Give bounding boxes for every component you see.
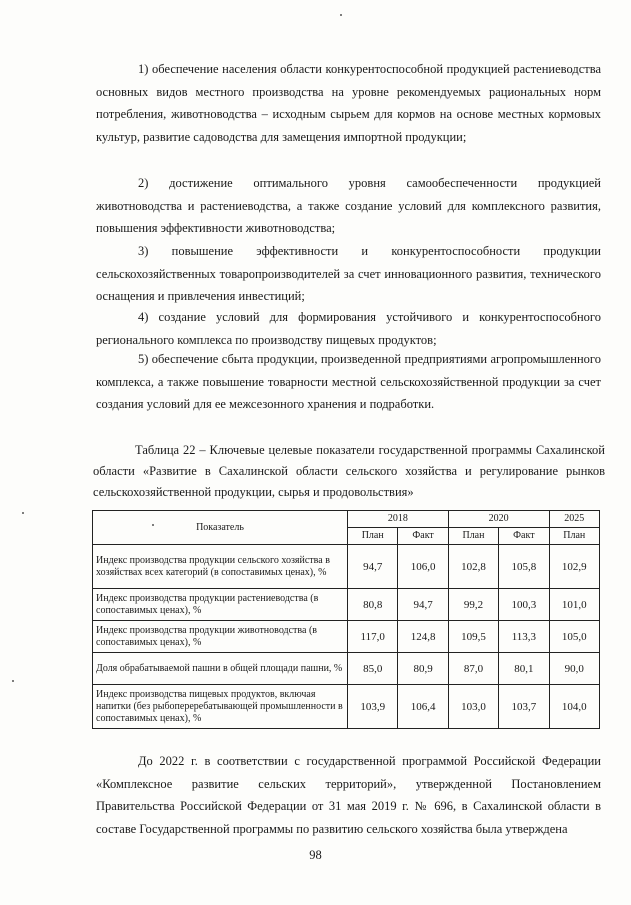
paragraph-goal-3: 3) повышение эффективности и конкурентоспособности продукции сельскохозяйственных товаропроизводителей за счет инновационного развития, технического оснащения и привлечения инвестиций; bbox=[96, 244, 601, 303]
header-year-2020: 2020 bbox=[448, 511, 549, 528]
subheader-plan: План bbox=[448, 528, 498, 545]
table-row bbox=[93, 545, 600, 589]
paragraph-goal-4: 4) создание условий для формирования устойчивого и конкурентоспособного регионального комплекса по производству пищевых продуктов; bbox=[96, 310, 601, 347]
page-number: 98 bbox=[309, 848, 322, 862]
header-year-2018: 2018 bbox=[348, 511, 449, 528]
cell-value: 102,8 bbox=[448, 545, 498, 589]
cell-value: 104,0 bbox=[549, 685, 599, 729]
row-label: Индекс производства продукции животноводства (в сопоставимых ценах), % bbox=[93, 621, 348, 653]
cell-value: 102,9 bbox=[549, 545, 599, 589]
cell-value: 106,4 bbox=[398, 685, 448, 729]
cell-value: 105,0 bbox=[549, 621, 599, 653]
table-row bbox=[93, 685, 600, 729]
cell-value: 100,3 bbox=[499, 589, 549, 621]
header-year-2025: 2025 bbox=[549, 511, 599, 528]
cell-value: 101,0 bbox=[549, 589, 599, 621]
scan-speck bbox=[340, 14, 342, 16]
closing-paragraph: До 2022 г. в соответствии с государственной программой Российской Федерации «Комплексное развитие сельских территорий», утвержденной Постановлением Правительства Российской Федерации от 31 мая 2019 г. № 696, в Сахалинской области в составе Государственной программы по развитию сельского хозяйства была утверждена bbox=[96, 754, 601, 836]
subheader-plan: План bbox=[348, 528, 398, 545]
cell-value: 90,0 bbox=[549, 653, 599, 685]
paragraph-goal-2: 2) достижение оптимального уровня самообеспеченности продукцией животноводства и растениеводства, а также создание условий для комплексного развития, повышения эффективности животноводства; bbox=[96, 176, 601, 235]
table-row bbox=[93, 653, 600, 685]
paragraph-goal-1: 1) обеспечение населения области конкурентоспособной продукцией растениеводства основных видов местного производства на уровне рекомендуемых рациональных норм потребления, животноводства – исходным сырьем для кормов на основе местных кормовых культур, развитие садоводства для замещения импортной продукции; bbox=[96, 62, 601, 144]
cell-value: 109,5 bbox=[448, 621, 498, 653]
cell-value: 105,8 bbox=[499, 545, 549, 589]
cell-value: 103,7 bbox=[499, 685, 549, 729]
subheader-fact: Факт bbox=[499, 528, 549, 545]
cell-value: 103,0 bbox=[448, 685, 498, 729]
cell-value: 85,0 bbox=[348, 653, 398, 685]
paragraph-goal-5: 5) обеспечение сбыта продукции, произведенной предприятиями агропромышленного комплекса, а также повышение товарности местной сельскохозяйственной продукции за счет создания условий для ее межсезонного хранения и подработки. bbox=[96, 352, 601, 411]
table-caption: Таблица 22 – Ключевые целевые показатели государственной программы Сахалинской области «Развитие в Сахалинской области сельского хозяйства и регулирование рынков сельскохозяйственной продукции, сырья и продовольствия» bbox=[93, 443, 605, 499]
row-label: Индекс производства продукции сельского хозяйства в хозяйствах всех категорий (в сопоставимых ценах), % bbox=[93, 545, 348, 589]
cell-value: 80,8 bbox=[348, 589, 398, 621]
cell-value: 87,0 bbox=[448, 653, 498, 685]
row-label: Доля обрабатываемой пашни в общей площади пашни, % bbox=[93, 653, 348, 685]
table-row bbox=[93, 621, 600, 653]
subheader-fact: Факт bbox=[398, 528, 448, 545]
cell-value: 113,3 bbox=[499, 621, 549, 653]
cell-value: 94,7 bbox=[348, 545, 398, 589]
cell-value: 94,7 bbox=[398, 589, 448, 621]
row-label: Индекс производства продукции растениеводства (в сопоставимых ценах), % bbox=[93, 589, 348, 621]
cell-value: 106,0 bbox=[398, 545, 448, 589]
scan-speck bbox=[12, 680, 14, 682]
cell-value: 117,0 bbox=[348, 621, 398, 653]
cell-value: 80,9 bbox=[398, 653, 448, 685]
cell-value: 103,9 bbox=[348, 685, 398, 729]
scan-speck bbox=[22, 512, 24, 514]
subheader-plan: План bbox=[549, 528, 599, 545]
table-row bbox=[93, 589, 600, 621]
cell-value: 80,1 bbox=[499, 653, 549, 685]
header-indicator: Показатель bbox=[93, 511, 348, 545]
scan-speck bbox=[152, 524, 154, 526]
indicators-table bbox=[92, 510, 600, 729]
table-header-row bbox=[93, 511, 600, 528]
cell-value: 99,2 bbox=[448, 589, 498, 621]
row-label: Индекс производства пищевых продуктов, включая напитки (без рыбопереребатывающей промышленности в сопоставимых ценах), % bbox=[93, 685, 348, 729]
cell-value: 124,8 bbox=[398, 621, 448, 653]
